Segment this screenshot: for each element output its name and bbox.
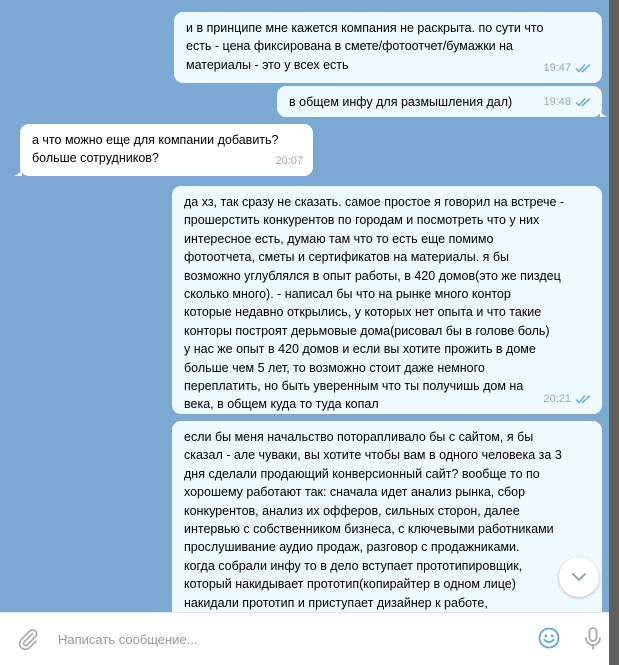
microphone-icon[interactable] [583,626,603,652]
message-text: да хз, так сразу не сказать. самое простое я говорил на встрече - прошерстить конкурентов по городам и посмотреть что у них интересное есть, думаю там что то есть еще помимо фотоотчета, сметы и сертификатов на материалы. я бы возможно углублялся в опыт работы, в 420 домов(это же пиздец сколько много). - написал бы что на рынке много контор которые недавно открылись, у которых нет опыта и что такие конторы построят дерьмовые дома(рисовал бы в голове боль) у нас же опыт в 420 домов и если вы хотите прожить в доме больше чем 5 лет, то возможно стоит даже немного переплатить, но быть уверенным что ты получишь дом на века, в общем куда то туда копал [184,195,565,412]
message-outgoing[interactable] [172,186,602,414]
message-meta [543,390,592,408]
message-text: а что можно еще для компании добавить? больше сотрудников? [32,133,279,166]
message-outgoing[interactable] [277,86,602,117]
message-outgoing[interactable] [174,12,602,83]
message-time: 19:48 [543,95,571,108]
message-outgoing[interactable] [172,421,602,631]
message-incoming[interactable] [20,124,313,176]
message-meta [275,152,303,170]
double-check-icon [575,97,592,107]
message-text: и в принципе мне кажется компания не раскрыта. по сути что есть - цена фиксирована в смете/фотоотчет/бумажки на материалы - это у всех есть [186,21,544,72]
chevron-down-icon [571,572,587,582]
message-time: 20:07 [275,154,303,167]
message-composer [0,612,609,665]
scroll-down-button[interactable] [559,557,599,597]
message-text: если бы меня начальство поторапливало бы с сайтом, я бы сказал - але чуваки, вы хотите чтобы вам в одного человека за 3 дня сделали продающий конверсионный сайт? вообще то по хорошему работают так: сначала идет анализ рынка, сбор конкурентов, анализ их офферов, сильных сторон, далее интервью с собственником бизнеса, с ключевыми работниками прослушивание аудио продаж, разговор с продажниками. когда собрали инфу то в дело вступает прототипировщик, который накидывает прототип(копирайтер в одном лице) накидали прототип и приступает дизайнер к работе, [184,430,562,610]
message-meta [543,93,592,111]
emoji-icon[interactable] [537,626,561,650]
window-edge [609,0,619,665]
bubble-tail [14,167,22,176]
paperclip-icon[interactable] [17,627,39,651]
double-check-icon [575,394,592,404]
bubble-tail [600,108,608,117]
double-check-icon [575,63,592,73]
message-meta [543,59,592,77]
message-input[interactable] [58,628,528,650]
message-time: 19:47 [543,61,571,74]
message-text: в общем инфу для размышления дал) [289,95,513,109]
message-time: 20:21 [543,392,571,405]
